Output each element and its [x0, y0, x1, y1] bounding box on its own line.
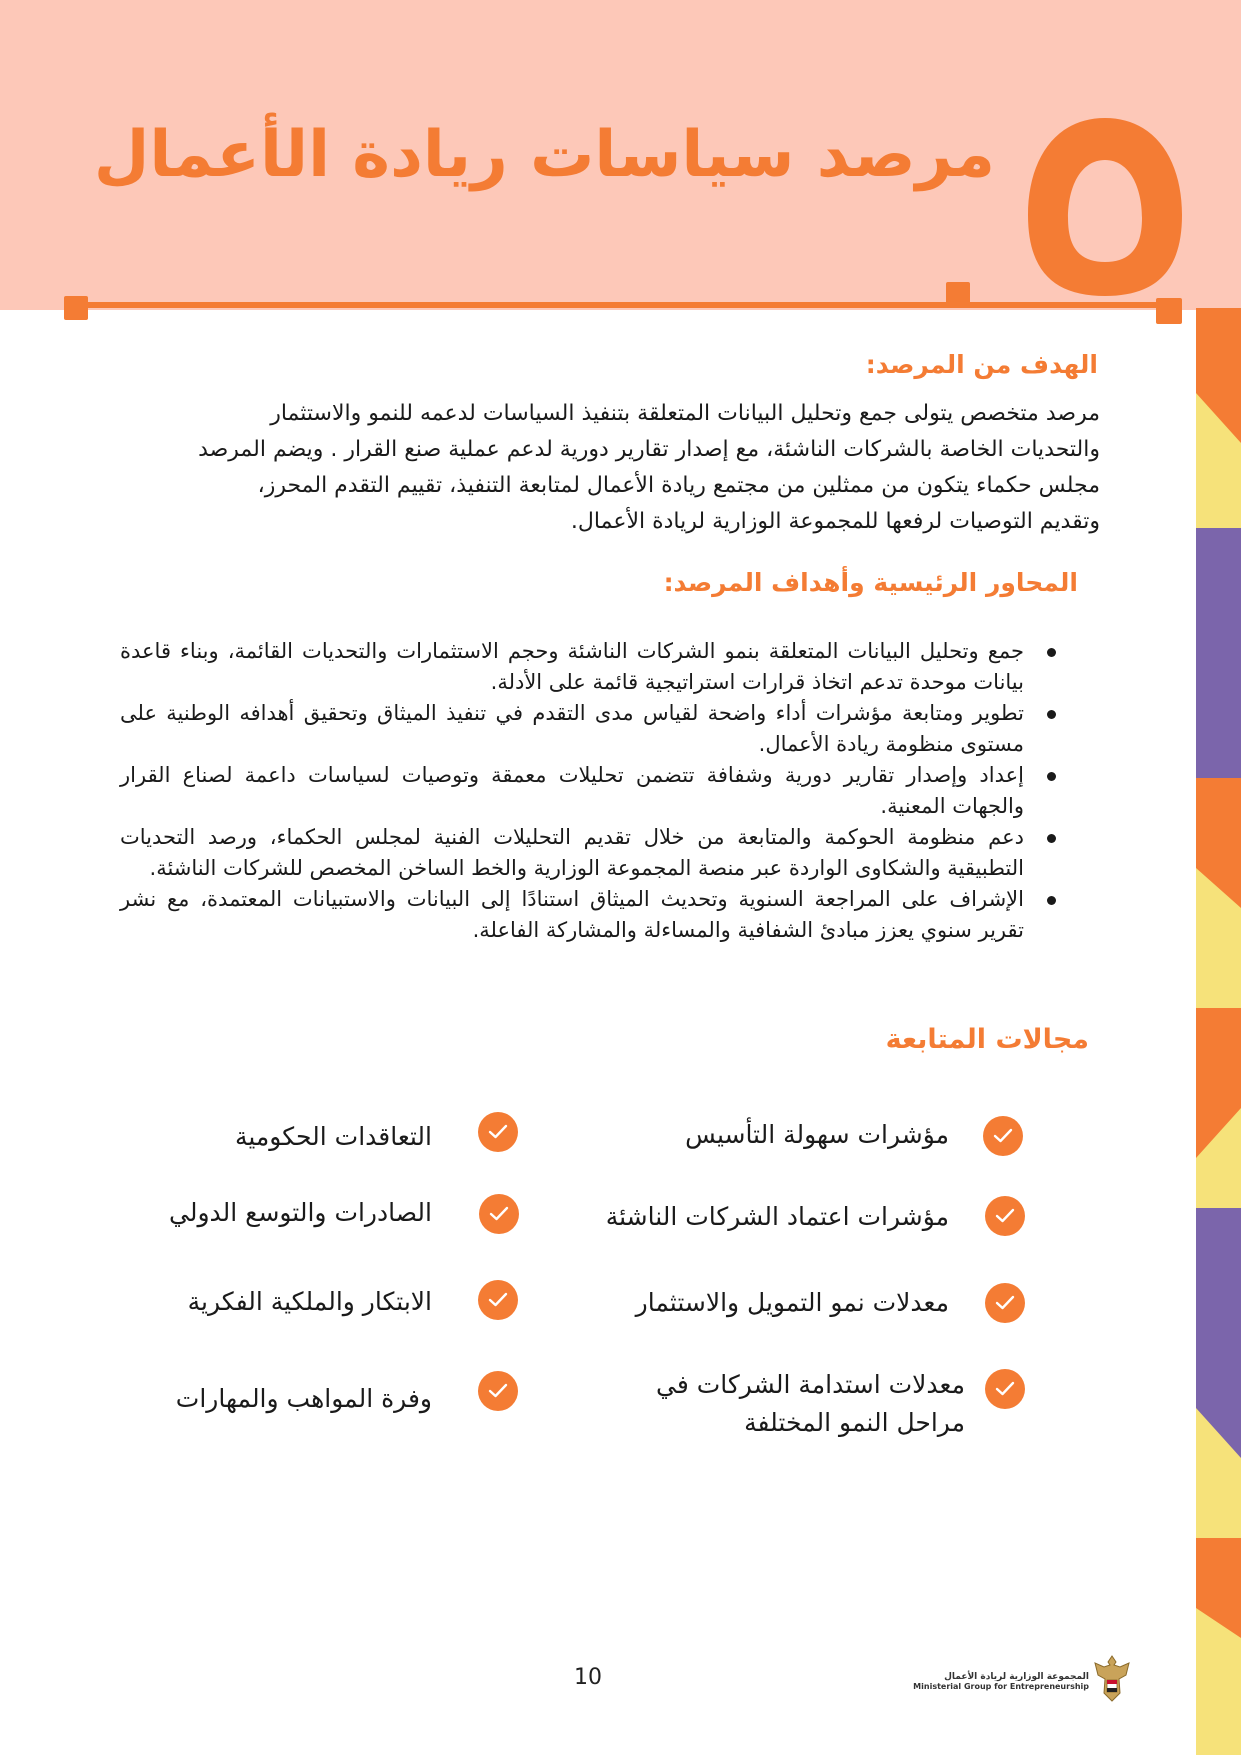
axes-list: [120, 636, 1060, 946]
check-icon: [985, 1369, 1025, 1409]
bullet-dot: [1047, 834, 1056, 843]
bullet-dot: [1047, 710, 1056, 719]
decorative-side-stripe: [1196, 308, 1241, 1755]
followup-item: مؤشرات سهولة التأسيس: [685, 1120, 949, 1149]
goal-line: مرصد متخصص يتولى جمع وتحليل البيانات المتعلقة بتنفيذ السياسات لدعمه للنمو والاستثمار: [270, 401, 1100, 426]
followup-item: وفرة المواهب والمهارات: [175, 1384, 432, 1413]
goal-line: وتقديم التوصيات لرفعها للمجموعة الوزارية لريادة الأعمال.: [570, 509, 1100, 534]
logo-english: Ministerial Group for Entrepreneurship: [913, 1682, 1089, 1691]
list-item: جمع وتحليل البيانات المتعلقة بنمو الشركات الناشئة وحجم الاستثمارات والتحديات القائمة، وبناء قاعدة بيانات موحدة تدعم اتخاذ قرارات استراتيجية قائمة على الأدلة.: [120, 636, 1060, 698]
section-number-graphic: [1020, 110, 1190, 300]
list-item: الإشراف على المراجعة السنوية وتحديث الميثاق استنادًا إلى البيانات والاستبيانات المعتمدة، مع نشر تقرير سنوي يعزز مبادئ الشفافية والمساءلة والمشاركة الفاعلة.: [120, 884, 1060, 946]
axes-heading: المحاور الرئيسية وأهداف المرصد:: [663, 568, 1078, 597]
list-item: إعداد وإصدار تقارير دورية وشفافة تتضمن تحليلات معمقة وتوصيات لسياسات داعمة لصناع القرار والجهات المعنية.: [120, 760, 1060, 822]
list-item: دعم منظومة الحوكمة والمتابعة من خلال تقديم التحليلات الفنية لمجلس الحكماء، ورصد التحديات التطبيقية والشكاوى الواردة عبر منصة المجموعة الوزارية والخط الساخن المخصص للشركات الناشئة.: [120, 822, 1060, 884]
check-icon: [478, 1112, 518, 1152]
followup-item: معدلات استدامة الشركات في مراحل النمو المختلفة: [655, 1370, 965, 1437]
check-icon: [478, 1371, 518, 1411]
check-icon: [983, 1116, 1023, 1156]
goal-heading: الهدف من المرصد:: [865, 350, 1098, 379]
followup-item: الابتكار والملكية الفكرية: [187, 1287, 432, 1316]
check-icon: [985, 1283, 1025, 1323]
bullet-dot: [1047, 648, 1056, 657]
ministry-logo-text: [913, 1672, 1089, 1691]
goal-line: مجلس حكماء يتكون من ممثلين من مجتمع ريادة الأعمال لمتابعة التنفيذ، تقييم التقدم المحرز،: [257, 473, 1100, 498]
logo-arabic: المجموعة الوزارية لريادة الأعمال: [944, 1672, 1089, 1682]
bullet-dot: [1047, 896, 1056, 905]
list-item: تطوير ومتابعة مؤشرات أداء واضحة لقياس مدى التقدم في تنفيذ الميثاق وتحقيق أهدافه الوطنية على مستوى منظومة ريادة الأعمال.: [120, 698, 1060, 760]
goal-line: والتحديات الخاصة بالشركات الناشئة، مع إصدار تقارير دورية لدعم عملية صنع القرار . ويضم المرصد: [198, 437, 1100, 462]
followup-item: مؤشرات اعتماد الشركات الناشئة: [605, 1202, 949, 1231]
followup-item: التعاقدات الحكومية: [234, 1122, 432, 1151]
page-title: مرصد سياسات ريادة الأعمال: [93, 118, 995, 192]
page-number: 10: [574, 1665, 602, 1690]
goal-paragraph: [140, 396, 1100, 540]
eagle-emblem-icon: [1093, 1653, 1131, 1705]
divider-square-right: [1156, 298, 1182, 324]
header-divider: [70, 302, 1180, 308]
followup-item: الصادرات والتوسع الدولي: [168, 1198, 432, 1227]
check-icon: [479, 1194, 519, 1234]
bullet-dot: [1047, 772, 1056, 781]
check-icon: [985, 1196, 1025, 1236]
followup-item: معدلات نمو التمويل والاستثمار: [635, 1288, 949, 1317]
check-icon: [478, 1280, 518, 1320]
followup-heading: مجالات المتابعة: [885, 1024, 1089, 1055]
divider-square-left: [64, 296, 88, 320]
divider-square-mid: [946, 282, 970, 306]
